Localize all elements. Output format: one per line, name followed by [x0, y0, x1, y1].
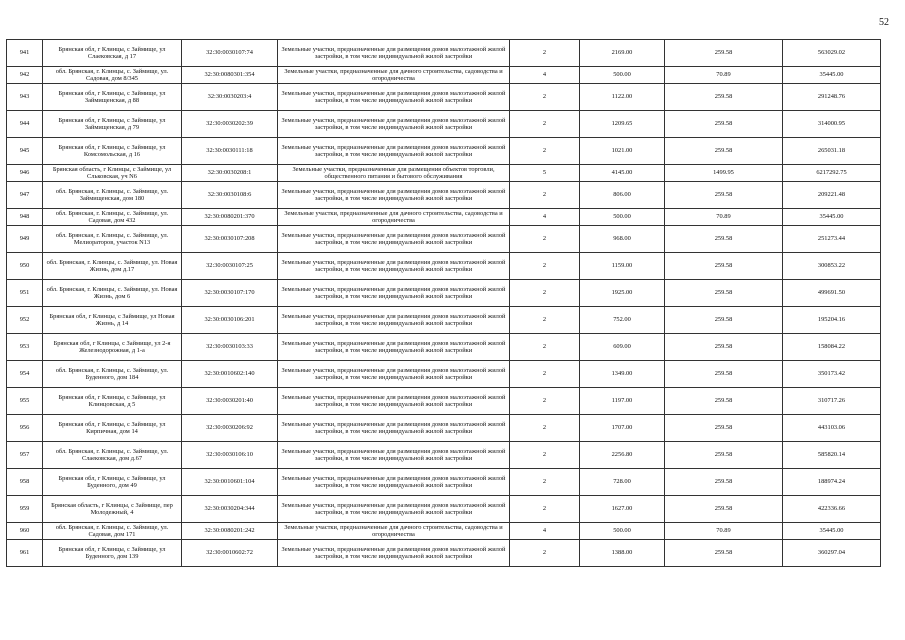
area-cell: 1349.00: [580, 361, 665, 388]
cadastral-value-cell: 158084.22: [783, 334, 881, 361]
use-group-cell: 2: [510, 388, 580, 415]
use-group-cell: 2: [510, 111, 580, 138]
specific-value-cell: 259.58: [665, 469, 783, 496]
land-use-cell: Земельные участки, предназначенные для размещения домов малоэтажной жилой застройки, в том числе индивидуальной жилой застройки: [278, 442, 510, 469]
table-body: [7, 40, 881, 567]
area-cell: 728.00: [580, 469, 665, 496]
address-cell: обл. Брянская, г. Клинцы, с. Займище, ул. Новая Жизнь, дом д.17: [43, 253, 182, 280]
specific-value-cell: 1499.95: [665, 165, 783, 182]
address-cell: Брянская обл, г Клинцы, с Займище, ул Буденного, дом 139: [43, 540, 182, 567]
land-use-cell: Земельные участки, предназначенные для размещения домов малоэтажной жилой застройки, в том числе индивидуальной жилой застройки: [278, 415, 510, 442]
cadastral-value-cell: 563029.02: [783, 40, 881, 67]
use-group-cell: 2: [510, 361, 580, 388]
cadastral-number-cell: 32:30:0080201:370: [182, 209, 278, 226]
cadastral-value-cell: 422336.66: [783, 496, 881, 523]
row-number-cell: 943: [7, 84, 43, 111]
area-cell: 1122.00: [580, 84, 665, 111]
table-row: [7, 111, 881, 138]
address-cell: обл. Брянская, г. Клинцы, с. Займище, ул. Буденного, дом 184: [43, 361, 182, 388]
cadastral-value-cell: 585820.14: [783, 442, 881, 469]
area-cell: 1925.00: [580, 280, 665, 307]
cadastral-number-cell: 32:30:0030107:25: [182, 253, 278, 280]
cadastral-number-cell: 32:30:0080301:354: [182, 67, 278, 84]
area-cell: 752.00: [580, 307, 665, 334]
address-cell: обл. Брянская, г. Клинцы, с. Займище, ул. Садовая, дом 432: [43, 209, 182, 226]
address-cell: Брянская обл, г Клинцы, с Займище, ул 2-я Железнодорожная, д 1-а: [43, 334, 182, 361]
table-row: [7, 84, 881, 111]
cadastral-number-cell: 32:30:0030201:40: [182, 388, 278, 415]
specific-value-cell: 259.58: [665, 280, 783, 307]
specific-value-cell: 259.58: [665, 496, 783, 523]
cadastral-number-cell: 32:30:0030111:18: [182, 138, 278, 165]
specific-value-cell: 259.58: [665, 540, 783, 567]
row-number-cell: 949: [7, 226, 43, 253]
table-row: [7, 226, 881, 253]
land-use-cell: Земельные участки, предназначенные для размещения домов малоэтажной жилой застройки, в том числе индивидуальной жилой застройки: [278, 111, 510, 138]
table-row: [7, 415, 881, 442]
cadastral-value-cell: 209221.48: [783, 182, 881, 209]
cadastral-value-cell: 265031.18: [783, 138, 881, 165]
specific-value-cell: 259.58: [665, 226, 783, 253]
cadastral-number-cell: 32:30:0010602:140: [182, 361, 278, 388]
land-use-cell: Земельные участки, предназначенные для размещения домов малоэтажной жилой застройки, в том числе индивидуальной жилой застройки: [278, 307, 510, 334]
land-use-cell: Земельные участки, предназначенные для размещения домов малоэтажной жилой застройки, в том числе индивидуальной жилой застройки: [278, 280, 510, 307]
cadastral-value-cell: 443103.06: [783, 415, 881, 442]
row-number-cell: 957: [7, 442, 43, 469]
specific-value-cell: 70.89: [665, 67, 783, 84]
cadastral-number-cell: 32:30:0030103:33: [182, 334, 278, 361]
land-use-cell: Земельные участки, предназначенные для размещения объектов торговли, общественного питания и бытового обслуживания: [278, 165, 510, 182]
row-number-cell: 958: [7, 469, 43, 496]
specific-value-cell: 259.58: [665, 388, 783, 415]
area-cell: 1707.00: [580, 415, 665, 442]
cadastral-value-cell: 188974.24: [783, 469, 881, 496]
cadastral-number-cell: 32:30:0030208:1: [182, 165, 278, 182]
cadastral-number-cell: 32:30:0080201:242: [182, 523, 278, 540]
address-cell: обл. Брянская, г. Клинцы, с. Займище, ул. Садовая, дом 8/345: [43, 67, 182, 84]
row-number-cell: 947: [7, 182, 43, 209]
cadastral-number-cell: 32:30:0030206:92: [182, 415, 278, 442]
specific-value-cell: 259.58: [665, 307, 783, 334]
cadastral-number-cell: 32:30:0030202:39: [182, 111, 278, 138]
row-number-cell: 959: [7, 496, 43, 523]
table-row: [7, 442, 881, 469]
specific-value-cell: 259.58: [665, 442, 783, 469]
area-cell: 609.00: [580, 334, 665, 361]
land-use-cell: Земельные участки, предназначенные для дачного строительства, садоводства и огородничества: [278, 67, 510, 84]
use-group-cell: 2: [510, 226, 580, 253]
table-row: [7, 469, 881, 496]
use-group-cell: 2: [510, 442, 580, 469]
table-row: [7, 182, 881, 209]
cadastral-number-cell: 32:30:0030107:208: [182, 226, 278, 253]
table-row: [7, 67, 881, 84]
address-cell: Брянская обл, г Клинцы, с Займище, ул Комсомольская, д 16: [43, 138, 182, 165]
specific-value-cell: 259.58: [665, 182, 783, 209]
land-use-cell: Земельные участки, предназначенные для дачного строительства, садоводства и огородничества: [278, 523, 510, 540]
area-cell: 1209.65: [580, 111, 665, 138]
cadastral-number-cell: 32:30:0010601:104: [182, 469, 278, 496]
cadastral-number-cell: 32:30:0030204:344: [182, 496, 278, 523]
table-row: [7, 388, 881, 415]
land-use-cell: Земельные участки, предназначенные для размещения домов малоэтажной жилой застройки, в том числе индивидуальной жилой застройки: [278, 496, 510, 523]
row-number-cell: 952: [7, 307, 43, 334]
table-row: [7, 540, 881, 567]
use-group-cell: 2: [510, 307, 580, 334]
specific-value-cell: 259.58: [665, 253, 783, 280]
specific-value-cell: 259.58: [665, 415, 783, 442]
cadastral-number-cell: 32:30:0030203:4: [182, 84, 278, 111]
specific-value-cell: 259.58: [665, 84, 783, 111]
table-row: [7, 361, 881, 388]
area-cell: 1159.00: [580, 253, 665, 280]
use-group-cell: 5: [510, 165, 580, 182]
use-group-cell: 2: [510, 40, 580, 67]
address-cell: Брянская обл, г Клинцы, с Займище, ул Займищенская, д 79: [43, 111, 182, 138]
address-cell: обл. Брянская, г. Клинцы, с. Займище, ул. Садовая, дом 171: [43, 523, 182, 540]
cadastral-value-cell: 314000.95: [783, 111, 881, 138]
cadastral-value-cell: 360297.04: [783, 540, 881, 567]
page-number: 52: [879, 17, 889, 28]
area-cell: 1627.00: [580, 496, 665, 523]
land-use-cell: Земельные участки, предназначенные для дачного строительства, садоводства и огородничества: [278, 209, 510, 226]
use-group-cell: 2: [510, 182, 580, 209]
table-row: [7, 334, 881, 361]
cadastral-value-cell: 499691.50: [783, 280, 881, 307]
row-number-cell: 954: [7, 361, 43, 388]
table-row: [7, 496, 881, 523]
area-cell: 500.00: [580, 67, 665, 84]
area-cell: 806.00: [580, 182, 665, 209]
area-cell: 4145.00: [580, 165, 665, 182]
address-cell: Брянская область, г Клинцы, с Займище, ул Сльковская, уч N6: [43, 165, 182, 182]
cadastral-value-cell: 35445.00: [783, 67, 881, 84]
specific-value-cell: 70.89: [665, 523, 783, 540]
cadastral-value-cell: 251273.44: [783, 226, 881, 253]
area-cell: 2169.00: [580, 40, 665, 67]
row-number-cell: 953: [7, 334, 43, 361]
address-cell: обл. Брянская, г. Клинцы, с. Займище, ул. Займищенская, дом 180: [43, 182, 182, 209]
specific-value-cell: 259.58: [665, 361, 783, 388]
specific-value-cell: 259.58: [665, 138, 783, 165]
cadastral-value-cell: 35445.00: [783, 209, 881, 226]
land-use-cell: Земельные участки, предназначенные для размещения домов малоэтажной жилой застройки, в том числе индивидуальной жилой застройки: [278, 226, 510, 253]
row-number-cell: 950: [7, 253, 43, 280]
use-group-cell: 4: [510, 523, 580, 540]
row-number-cell: 948: [7, 209, 43, 226]
land-use-cell: Земельные участки, предназначенные для размещения домов малоэтажной жилой застройки, в том числе индивидуальной жилой застройки: [278, 540, 510, 567]
address-cell: Брянская обл, г Клинцы, с Займище, ул Клинцовская, д 5: [43, 388, 182, 415]
area-cell: 1021.00: [580, 138, 665, 165]
specific-value-cell: 259.58: [665, 334, 783, 361]
cadastral-number-cell: 32:30:0030108:6: [182, 182, 278, 209]
area-cell: 500.00: [580, 523, 665, 540]
cadastral-number-cell: 32:30:0030107:74: [182, 40, 278, 67]
address-cell: обл. Брянская, г. Клинцы, с. Займище, ул. Слаековская, дом д.67: [43, 442, 182, 469]
table-row: [7, 307, 881, 334]
area-cell: 500.00: [580, 209, 665, 226]
address-cell: Брянская обл, г Клинцы, с Займище, ул Новая Жизнь, д 14: [43, 307, 182, 334]
land-use-cell: Земельные участки, предназначенные для размещения домов малоэтажной жилой застройки, в том числе индивидуальной жилой застройки: [278, 361, 510, 388]
table-row: [7, 253, 881, 280]
row-number-cell: 942: [7, 67, 43, 84]
use-group-cell: 2: [510, 496, 580, 523]
specific-value-cell: 259.58: [665, 111, 783, 138]
use-group-cell: 2: [510, 469, 580, 496]
area-cell: 1197.00: [580, 388, 665, 415]
row-number-cell: 960: [7, 523, 43, 540]
row-number-cell: 951: [7, 280, 43, 307]
land-use-cell: Земельные участки, предназначенные для размещения домов малоэтажной жилой застройки, в том числе индивидуальной жилой застройки: [278, 388, 510, 415]
address-cell: обл. Брянская, г. Клинцы, с. Займище, ул. Новая Жизнь, дом 6: [43, 280, 182, 307]
specific-value-cell: 70.89: [665, 209, 783, 226]
use-group-cell: 2: [510, 540, 580, 567]
address-cell: Брянская обл, г Клинцы, с Займище, ул Кирпичная, дом 14: [43, 415, 182, 442]
address-cell: Брянская обл, г Клинцы, с Займище, ул Буденного, дом 49: [43, 469, 182, 496]
table-row: [7, 165, 881, 182]
use-group-cell: 2: [510, 84, 580, 111]
land-use-cell: Земельные участки, предназначенные для размещения домов малоэтажной жилой застройки, в том числе индивидуальной жилой застройки: [278, 253, 510, 280]
use-group-cell: 4: [510, 209, 580, 226]
land-use-cell: Земельные участки, предназначенные для размещения домов малоэтажной жилой застройки, в том числе индивидуальной жилой застройки: [278, 182, 510, 209]
use-group-cell: 2: [510, 334, 580, 361]
use-group-cell: 2: [510, 280, 580, 307]
row-number-cell: 941: [7, 40, 43, 67]
land-plot-table: [6, 39, 881, 567]
use-group-cell: 2: [510, 253, 580, 280]
area-cell: 2256.80: [580, 442, 665, 469]
specific-value-cell: 259.58: [665, 40, 783, 67]
cadastral-value-cell: 291248.76: [783, 84, 881, 111]
cadastral-value-cell: 195204.16: [783, 307, 881, 334]
cadastral-value-cell: 300853.22: [783, 253, 881, 280]
row-number-cell: 945: [7, 138, 43, 165]
cadastral-value-cell: 310717.26: [783, 388, 881, 415]
land-use-cell: Земельные участки, предназначенные для размещения домов малоэтажной жилой застройки, в том числе индивидуальной жилой застройки: [278, 40, 510, 67]
address-cell: обл. Брянская, г. Клинцы, с. Займище, ул. Мелиораторов, участок N13: [43, 226, 182, 253]
land-use-cell: Земельные участки, предназначенные для размещения домов малоэтажной жилой застройки, в том числе индивидуальной жилой застройки: [278, 138, 510, 165]
address-cell: Брянская обл, г Клинцы, с Займище, ул Слаековская, д 17: [43, 40, 182, 67]
use-group-cell: 2: [510, 138, 580, 165]
land-use-cell: Земельные участки, предназначенные для размещения домов малоэтажной жилой застройки, в том числе индивидуальной жилой застройки: [278, 84, 510, 111]
cadastral-number-cell: 32:30:0010602:72: [182, 540, 278, 567]
address-cell: Брянская обл, г Клинцы, с Займище, ул Займищенская, д 88: [43, 84, 182, 111]
row-number-cell: 956: [7, 415, 43, 442]
cadastral-number-cell: 32:30:0030106:10: [182, 442, 278, 469]
table-row: [7, 40, 881, 67]
table-row: [7, 280, 881, 307]
land-use-cell: Земельные участки, предназначенные для размещения домов малоэтажной жилой застройки, в том числе индивидуальной жилой застройки: [278, 334, 510, 361]
row-number-cell: 955: [7, 388, 43, 415]
row-number-cell: 961: [7, 540, 43, 567]
area-cell: 1388.00: [580, 540, 665, 567]
table-row: [7, 523, 881, 540]
area-cell: 968.00: [580, 226, 665, 253]
land-use-cell: Земельные участки, предназначенные для размещения домов малоэтажной жилой застройки, в том числе индивидуальной жилой застройки: [278, 469, 510, 496]
use-group-cell: 4: [510, 67, 580, 84]
cadastral-number-cell: 32:30:0030107:170: [182, 280, 278, 307]
use-group-cell: 2: [510, 415, 580, 442]
cadastral-number-cell: 32:30:0030106:201: [182, 307, 278, 334]
address-cell: Брянская область, г Клинцы, с Займище, пер Молодежный, 4: [43, 496, 182, 523]
cadastral-value-cell: 6217292.75: [783, 165, 881, 182]
row-number-cell: 944: [7, 111, 43, 138]
table-row: [7, 138, 881, 165]
table-row: [7, 209, 881, 226]
cadastral-value-cell: 350173.42: [783, 361, 881, 388]
cadastral-value-cell: 35445.00: [783, 523, 881, 540]
row-number-cell: 946: [7, 165, 43, 182]
